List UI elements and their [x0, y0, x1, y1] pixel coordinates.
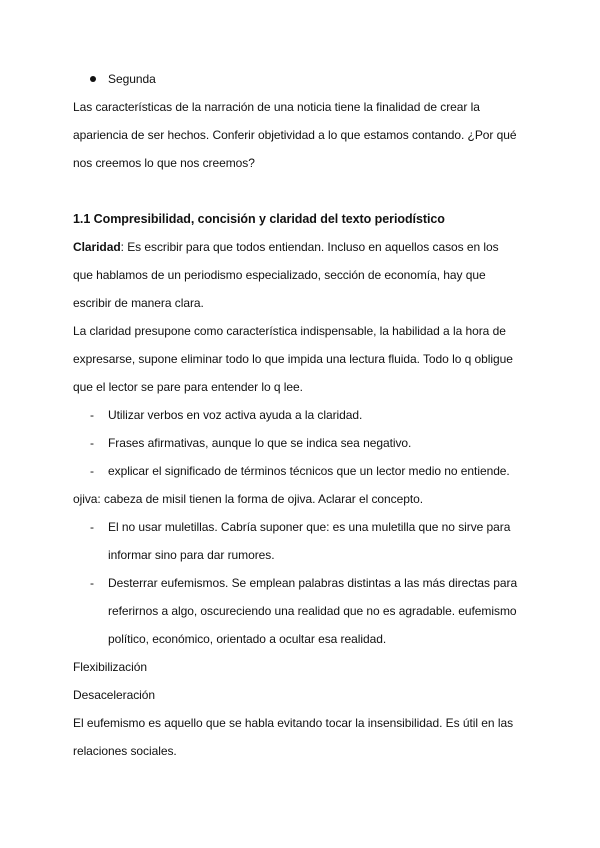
ojiva-line: ojiva: cabeza de misil tienen la forma de ojiva. Aclarar el concepto.: [73, 492, 424, 506]
list-item-line: informar sino para dar rumores.: [108, 548, 275, 562]
claridad-line-3: escribir de manera clara.: [73, 296, 204, 310]
dash-marker: -: [90, 464, 94, 478]
intro-line-3: nos creemos lo que nos creemos?: [73, 156, 255, 170]
claridad-line-2: que hablamos de un periodismo especializado, sección de economía, hay que: [73, 268, 486, 282]
list-item: Frases afirmativas, aunque lo que se indica sea negativo.: [108, 436, 412, 450]
list-item-line: El no usar muletillas. Cabría suponer que: es una muletilla que no sirve para: [108, 520, 511, 534]
word-desaceleracion: Desaceleración: [73, 688, 156, 702]
list-item-line: referirnos a algo, oscureciendo una realidad que no es agradable. eufemismo: [108, 604, 517, 618]
closing-line-1: El eufemismo es aquello que se habla evitando tocar la insensibilidad. Es útil en las: [73, 716, 514, 730]
word-flexibilizacion: Flexibilización: [73, 660, 147, 674]
dash-marker: -: [90, 520, 94, 534]
dash-marker: -: [90, 408, 94, 422]
list-item: explicar el significado de términos técnicos que un lector medio no entiende.: [108, 464, 510, 478]
intro-line-1: Las características de la narración de una noticia tiene la finalidad de crear la: [73, 100, 480, 114]
dash-marker: -: [90, 436, 94, 450]
intro-line-2: apariencia de ser hechos. Conferir objetividad a lo que estamos contando. ¿Por qué: [73, 128, 517, 142]
dash-marker: -: [90, 576, 94, 590]
bullet-item: Segunda: [108, 72, 156, 86]
paragraph2-line-3: que el lector se pare para entender lo q lee.: [73, 380, 303, 394]
claridad-line-1: [73, 239, 499, 255]
claridad-text: : Es escribir para que todos entiendan. Incluso en aquellos casos en los: [120, 240, 499, 254]
list-item: Utilizar verbos en voz activa ayuda a la claridad.: [108, 408, 363, 422]
list-item-line: político, económico, orientado a ocultar esa realidad.: [108, 632, 387, 646]
paragraph2-line-2: expresarse, supone eliminar todo lo que impida una lectura fluida. Todo lo q obligue: [73, 352, 513, 366]
bullet-dot-icon: [90, 76, 96, 82]
section-heading: 1.1 Compresibilidad, concisión y claridad del texto periodístico: [73, 212, 445, 226]
closing-line-2: relaciones sociales.: [73, 744, 177, 758]
list-item-line: Desterrar eufemismos. Se emplean palabras distintas a las más directas para: [108, 576, 518, 590]
claridad-term: Claridad: [73, 240, 121, 254]
paragraph2-line-1: La claridad presupone como característica indispensable, la habilidad a la hora de: [73, 324, 506, 338]
